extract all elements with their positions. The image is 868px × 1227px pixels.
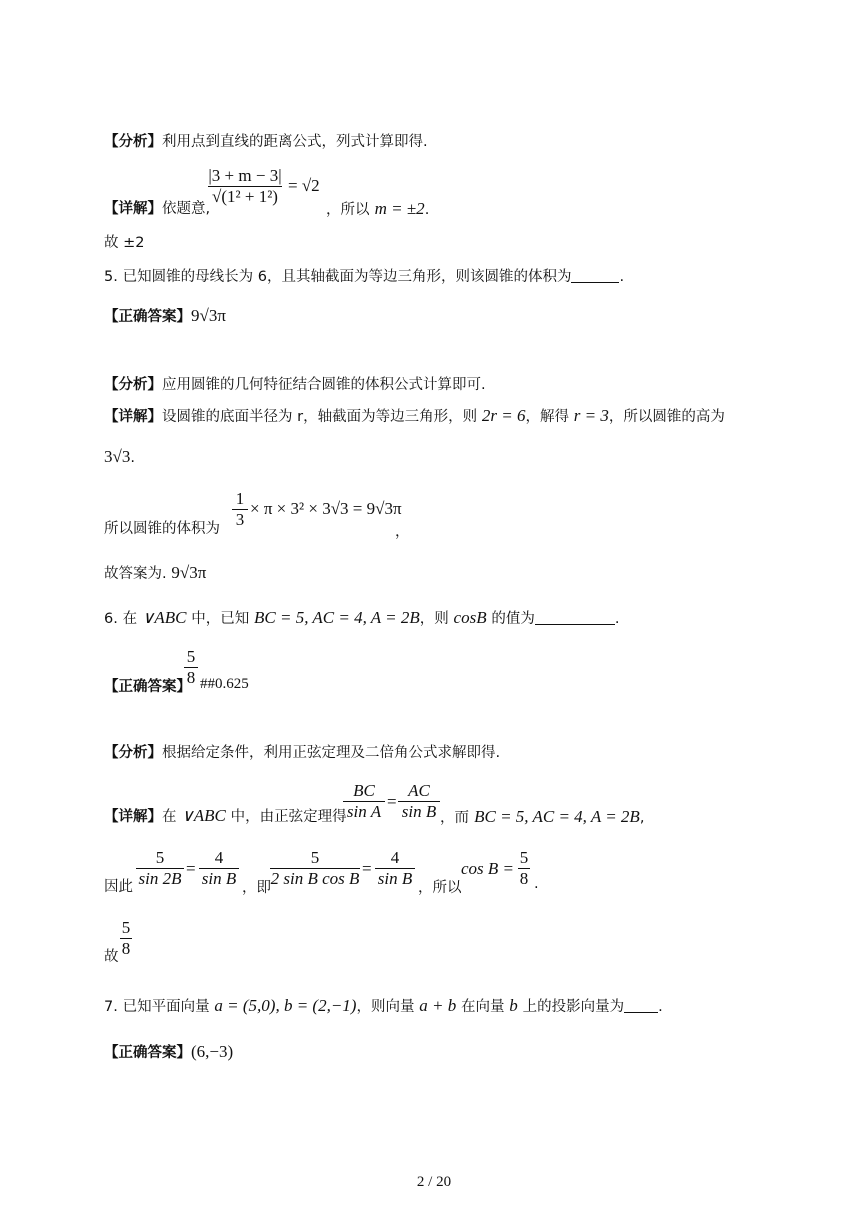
fraction-denominator: 8 [186, 668, 196, 687]
vector-sum: a + b [419, 996, 457, 1015]
answer-blank [571, 268, 619, 283]
fraction-denominator: sin B [201, 869, 237, 888]
detail-text-3: ，所以圆锥的高为 [608, 409, 725, 425]
fraction-denominator: 8 [121, 939, 131, 958]
q4-result: m = ±2 [374, 199, 425, 218]
q6-cos-lhs: cos B = [461, 859, 515, 878]
detail-text-2: ，解得 [525, 409, 569, 425]
question-text-4: 的值为 [491, 611, 535, 627]
q6-analysis [104, 742, 500, 763]
q6-period: . [534, 876, 539, 892]
fraction-denominator: sin 2B [138, 869, 182, 888]
q6-sine-equals: = [387, 792, 397, 811]
q6-frac-1 [136, 848, 184, 889]
question-text-2: 中，已知 [191, 611, 250, 627]
vector-b: b [509, 996, 518, 1015]
fraction-numerator: |3 + m − 3| [208, 166, 282, 185]
analysis-text: 利用点到直线的距离公式，列式计算即得. [162, 134, 428, 150]
q6-conclusion [104, 946, 119, 967]
final-answer: 9√3π [171, 563, 207, 582]
detail-tag: 【详解】 [104, 809, 162, 825]
q6-frac-4 [375, 848, 415, 889]
answer-blank [624, 998, 658, 1013]
fraction-numerator: 1 [235, 489, 245, 508]
q6-detail [104, 806, 347, 827]
q6-cos-fraction [518, 848, 530, 889]
fraction-denominator: 3 [235, 510, 245, 529]
detail-text-1: 在 [162, 809, 177, 825]
q7-answer [104, 1042, 233, 1063]
triangle-symbol: ∨ABC [141, 608, 187, 627]
q6-frac-3 [270, 848, 360, 889]
q5-analysis [104, 374, 486, 395]
fraction-numerator: 5 [155, 848, 165, 867]
analysis-tag: 【分析】 [104, 134, 162, 150]
analysis-tag: 【分析】 [104, 377, 162, 393]
triangle-symbol: ∨ABC [181, 806, 226, 825]
q5-answer [104, 306, 226, 327]
question-text-1: 在 [122, 611, 138, 627]
q6-sine-left [343, 781, 385, 822]
fraction-denominator: sin B [401, 802, 437, 821]
fraction-numerator: 4 [214, 848, 224, 867]
detail-text-3: ，而 [440, 810, 469, 826]
target-expression: cosB [453, 608, 487, 627]
q6-conclusion-fraction [120, 918, 132, 959]
answer-tag: 【正确答案】 [104, 679, 191, 695]
equation-1: 2r = 6 [481, 406, 526, 425]
q4-distance-fraction [208, 166, 282, 207]
q5-one-third [232, 489, 248, 530]
q6-sine-right [398, 781, 440, 822]
fraction-denominator: sin A [346, 802, 382, 821]
question-text-3: ，则 [419, 611, 449, 627]
q4-detail [104, 198, 210, 219]
conclusion-text: 故 ±2 [104, 235, 145, 251]
q5-height: 3√3. [104, 447, 135, 466]
detail-text-2: 中，由正弦定理得 [230, 809, 347, 825]
fraction-denominator: 2 sin B cos B [270, 869, 360, 888]
q6-frac-2 [199, 848, 239, 889]
q5-final [104, 563, 206, 584]
page-number: 2 / 20 [416, 1174, 452, 1190]
analysis-text: 根据给定条件，利用正弦定理及二倍角公式求解即得. [162, 745, 501, 761]
period: . [424, 202, 430, 218]
q6-answer [104, 676, 191, 697]
question-text-2: ，则向量 [356, 999, 415, 1015]
question-text: 已知圆锥的母线长为 6，且其轴截面为等边三角形，则该圆锥的体积为 [122, 269, 572, 285]
fraction-numerator: 5 [121, 918, 131, 937]
fraction-numerator: 5 [519, 848, 529, 867]
height-value: 3√3 [104, 447, 131, 466]
question-text-3: 在向量 [461, 999, 505, 1015]
q6-answer-alt: ##0.625 [200, 676, 249, 692]
q6-therefore [104, 876, 133, 897]
fraction-numerator: BC [353, 781, 375, 800]
q4-analysis [104, 131, 428, 152]
q6-equals-1: = [186, 859, 196, 878]
fraction-denominator: sin B [377, 869, 413, 888]
vector-definitions: a = (5,0), b = (2,−1) [214, 996, 357, 1015]
q5-comma: ， [395, 524, 410, 540]
answer-tag: 【正确答案】 [104, 1045, 191, 1061]
q5-volume-expression: × π × 3² × 3√3 = 9√3π [250, 499, 402, 518]
fraction-numerator: 5 [310, 848, 320, 867]
so-text: ，所以 [326, 202, 370, 218]
answer-value: 9√3π [191, 306, 226, 325]
q6-given-again: ，而 BC = 5, AC = 4, A = 2B, [440, 807, 645, 826]
q4-formula-rhs: = √2 [288, 176, 320, 195]
fraction-numerator: 5 [186, 647, 196, 666]
q6-ie: ，即 [242, 880, 271, 896]
q6-so: ，所以 [418, 880, 462, 896]
therefore-text: 因此 [104, 879, 133, 895]
detail-text-1: 设圆锥的底面半径为 r，轴截面为等边三角形，则 [162, 409, 478, 425]
fraction-denominator: 8 [519, 869, 529, 888]
volume-label: 所以圆锥的体积为 [104, 521, 220, 537]
analysis-tag: 【分析】 [104, 745, 162, 761]
detail-text: 依题意, [162, 201, 211, 217]
q5-question: 5. 已知圆锥的母线长为 6，且其轴截面为等边三角形，则该圆锥的体积为 . [104, 269, 625, 285]
detail-tag: 【详解】 [104, 201, 162, 217]
answer-value: (6,−3) [191, 1042, 234, 1061]
fraction-denominator: √(1² + 1²) [212, 187, 278, 206]
q4-result-line [326, 198, 429, 219]
final-label: 故答案为. [104, 566, 167, 582]
q5-detail [104, 406, 725, 427]
analysis-text: 应用圆锥的几何特征结合圆锥的体积公式计算即可. [162, 377, 486, 393]
q5-volume-label [104, 518, 220, 539]
q6-question: 6. 在 ∨ABC 中，已知 BC = 5, AC = 4, A = 2B，则 cosB 的值为 . [104, 608, 620, 627]
detail-tag: 【详解】 [104, 409, 162, 425]
question-number: 6. [104, 611, 118, 627]
q6-equals-2: = [362, 859, 372, 878]
question-text-1: 已知平面向量 [122, 999, 210, 1015]
question-number: 7. [104, 999, 118, 1015]
conclusion-text: 故 [104, 949, 119, 965]
answer-tag: 【正确答案】 [104, 309, 191, 325]
q4-conclusion [104, 232, 144, 253]
given-conditions: BC = 5, AC = 4, A = 2B [474, 807, 640, 826]
question-text-4: 上的投影向量为 [522, 999, 625, 1015]
equation-2: r = 3 [573, 406, 609, 425]
fraction-numerator: AC [408, 781, 430, 800]
fraction-numerator: 4 [390, 848, 400, 867]
given-conditions: BC = 5, AC = 4, A = 2B [254, 608, 420, 627]
question-number: 5. [104, 269, 118, 285]
q7-question: 7. 已知平面向量 a = (5,0), b = (2,−1)，则向量 a + b 在向量 b 上的投影向量为 . [104, 996, 663, 1015]
answer-blank [535, 610, 615, 625]
